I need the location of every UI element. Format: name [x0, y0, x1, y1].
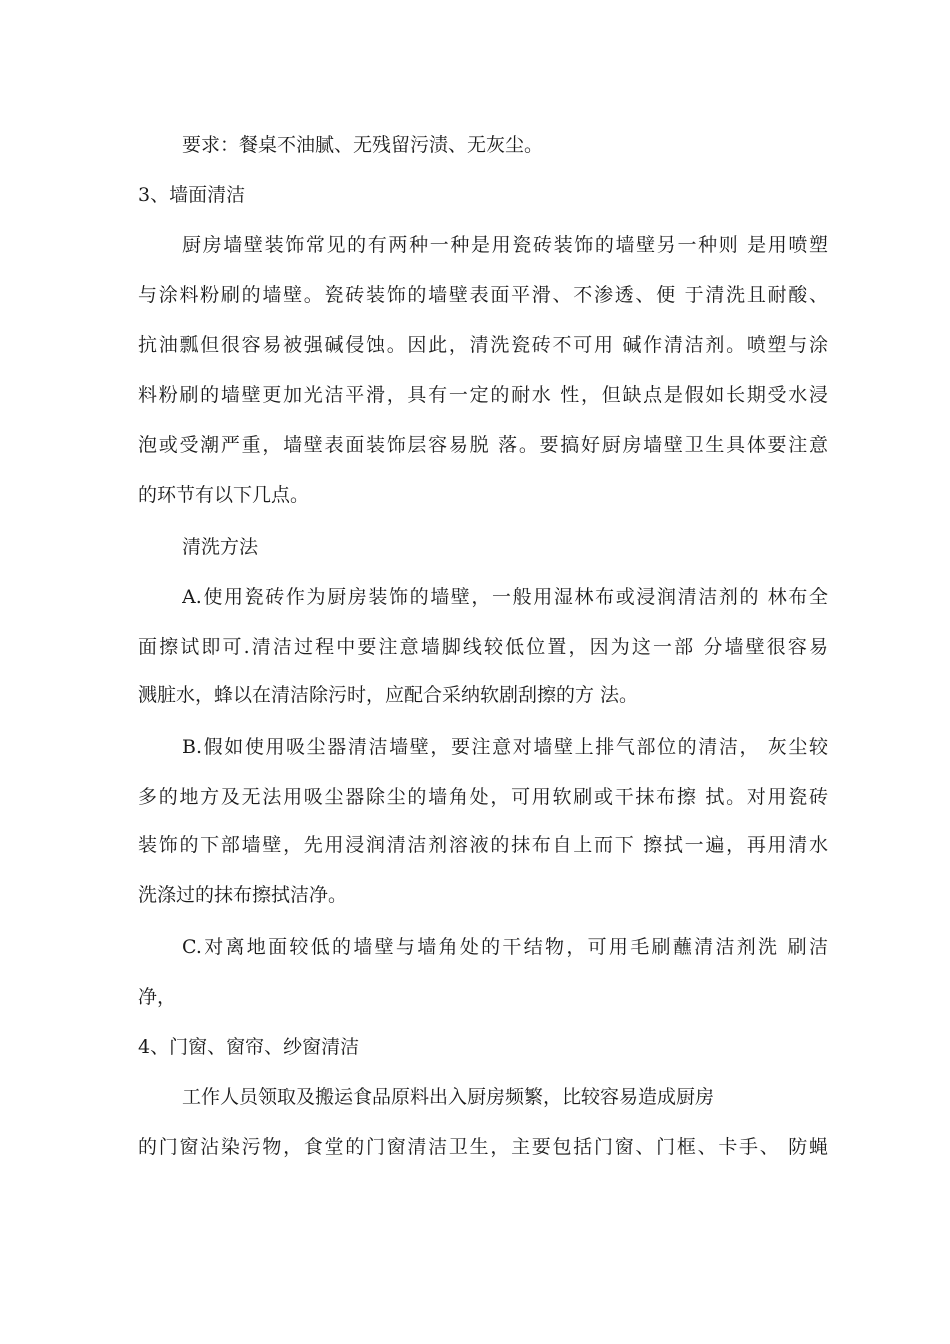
paragraph-line: 净， [138, 986, 177, 1008]
paragraph-line: C.对离地面较低的墙壁与墙角处的干结物，可用毛刷蘸清洁剂洗 刷洁 [182, 936, 828, 958]
paragraph-line: 面擦试即可.清洁过程中要注意墙脚线较低位置，因为这一部 分墙壁很容易 [138, 636, 828, 658]
paragraph-line: 装饰的下部墙壁，先用浸润清洁剂溶液的抹布自上而下 擦拭一遍，再用清水 [138, 834, 828, 856]
requirement-line: 要求：餐桌不油腻、无残留污渍、无灰尘。 [182, 134, 544, 156]
paragraph-line: 的门窗沾染污物，食堂的门窗清洁卫生，主要包括门窗、门框、卡手、 防蝇 [138, 1136, 828, 1158]
paragraph-line: 洗涤过的抹布擦拭洁净。 [138, 884, 348, 906]
paragraph-line: 的环节有以下几点。 [138, 484, 310, 506]
paragraph-line: 多的地方及无法用吸尘器除尘的墙角处，可用软刷或干抹布擦 拭。对用瓷砖 [138, 786, 828, 808]
paragraph-line: 工作人员领取及搬运食品原料出入厨房频繁，比较容易造成厨房 [182, 1086, 715, 1108]
paragraph-line: 料粉刷的墙壁更加光洁平滑，具有一定的耐水 性，但缺点是假如长期受水浸 [138, 384, 828, 406]
paragraph-line: A.使用瓷砖作为厨房装饰的墙壁，一般用湿林布或浸润清洁剂的 林布全 [182, 586, 828, 608]
paragraph-line: 泡或受潮严重，墙壁表面装饰层容易脱 落。要搞好厨房墙壁卫生具体要注意 [138, 434, 828, 456]
paragraph-line: 抗油瓢但很容易被强碱侵蚀。因此，清洗瓷砖不可用 碱作清洁剂。喷塑与涂 [138, 334, 828, 356]
section-heading-doors-windows: 4、门窗、窗帘、纱窗清洁 [138, 1036, 360, 1058]
paragraph-line: B.假如使用吸尘器清洁墙壁，要注意对墙壁上排气部位的清洁， 灰尘较 [182, 736, 828, 758]
paragraph-line: 与涂料粉刷的墙壁。瓷砖装饰的墙壁表面平滑、不渗透、便 于清洗且耐酸、 [138, 284, 828, 306]
paragraph-line: 溅脏水，蜂以在清洁除污时，应配合采纳软剧刮擦的方 法。 [138, 684, 639, 706]
subheading-cleaning-method: 清洗方法 [182, 536, 259, 558]
paragraph-line: 厨房墙壁装饰常见的有两种一种是用瓷砖装饰的墙壁另一种则 是用喷塑 [182, 234, 828, 256]
section-heading-wall: 3、墙面清洁 [138, 184, 246, 206]
